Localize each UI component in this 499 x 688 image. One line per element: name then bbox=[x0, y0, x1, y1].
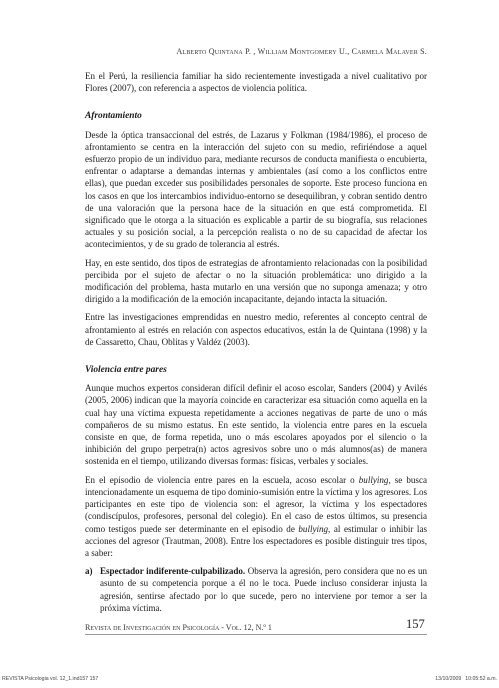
term-bullying: bullying bbox=[298, 523, 329, 534]
paragraph-afrontamiento-2: Hay, en este sentido, dos tipos de estrategias de afrontamiento relacionadas con la posibilidad percibida por el sujeto de afectar o no la situación problemática: uno dirigido a la modificación del problema, hasta mutarlo en una versión que no suponga amenaza; y otro dirigido a la modificación de la emoción incapacitante, dejando intacta la situación. bbox=[85, 257, 427, 305]
paragraph-afrontamiento-3: Entre las investigaciones emprendidas en nuestro medio, referentes al concepto central de afrontamiento al estrés en relación con aspectos educativos, están la de Quintana (1998) y la de Cassaretto, Chau, Oblitas y Valdéz (2003). bbox=[85, 312, 427, 347]
slug-time: 10:05:52 a.m. bbox=[465, 676, 497, 682]
footer-divider bbox=[85, 634, 427, 635]
section-heading-violencia: Violencia entre pares bbox=[85, 365, 167, 376]
page-number: 157 bbox=[406, 617, 425, 631]
paragraph-afrontamiento-1: Desde la óptica transaccional del estrés, de Lazarus y Folkman (1984/1986), el proceso de afrontamiento se centra en la interacción del sujeto con su medio, refiriéndose a aquel esfuerzo propio de un individuo para, mediante recursos de conducta manifiesta o encubierta, enfrentar o adaptarse a demandas internas y ambientales (así como a los conflictos entre ellas), que puedan exceder sus posibilidades personales de soporte. Este proceso funciona en los casos en que los intercambios individuo-entorno se desequilibran, y cobran sentido dentro de una valoración que la persona hace de la situación en que está comprometida. El significado que le otorga a la situación es explicable a partir de su biografía, sus relaciones actuales y su posición social, a la percepción realista o no de su capacidad de afectar los acontecimientos, y de su grado de tolerancia al estrés. bbox=[85, 129, 427, 250]
term-bullying: bullying bbox=[358, 474, 389, 485]
paragraph-violencia-2-part-a: En el episodio de violencia entre pares en la escuela, acoso escolar o bbox=[85, 474, 359, 485]
paragraph-violencia-1: Aunque muchos expertos consideran difícil definir el acoso escolar, Sanders (2004) y Avilés (2005, 2006) indican que la mayoría coincide en caracterizar esa situación como aquella en la cual hay una víctima expuesta repetidamente a acciones negativas de parte de uno o más compañeros de su mismo estatus. En este sentido, la violencia entre pares en la escuela consiste en que, de forma repetida, uno o más escolares apoyados por el silencio o la inhibición del grupo perpetra(n) actos agresivos sobre uno o más alumnos(as) de manera sostenida en el tiempo, utilizando diversas formas: físicas, verbales y sociales. bbox=[85, 383, 427, 467]
slug-timestamp bbox=[431, 676, 497, 682]
section-heading-afrontamiento: Afrontamiento bbox=[85, 111, 142, 122]
paragraph-violencia-2 bbox=[85, 474, 427, 559]
list-item-a bbox=[85, 565, 427, 614]
list-term-a: Espectador indiferente-culpabilizado. bbox=[100, 566, 246, 577]
footer-journal-name: Revista de Investigación en Psicología - Vol. 12, N.º 1 bbox=[85, 623, 272, 632]
list-description-a: Observa la agresión, pero considera que no es un asunto de su competencia porque a él no le toca. Puede incluso considerar injusta la agresión, sentirse afectado por lo que sucede, pero no interviene por temor a ser la próxima víctima. bbox=[100, 566, 427, 613]
paragraph-violencia-2-part-b: , se busca intencionadamente un esquema de tipo dominio-sumisión entre la víctima y los agresores. Los participantes en este tipo de violencia son: el agresor, la víctima y los espectadores (condiscípulos, profesores, personal del colegio). En el caso de estos últimos, su presencia como testigos puede ser determinante en el episodio de bbox=[85, 474, 427, 534]
paragraph-intro: En el Perú, la resiliencia familiar ha sido recientemente investigada a nivel cualitativo por Flores (2007), con referencia a aspectos de violencia política. bbox=[85, 71, 427, 94]
running-head-authors: Alberto Quintana P. , William Montgomery U., Carmela Malaver S. bbox=[176, 47, 427, 56]
slug-file-name: REVISTA Psicologia vol. 12_1.ind157 157 bbox=[2, 676, 99, 682]
paragraph-violencia-2-part-c: , al estimular o inhibir las acciones del agresor (Trautman, 2008). Entre los espectadores es posible distinguir tres tipos, a saber: bbox=[85, 523, 427, 558]
slug-date: 13/10/2009 bbox=[435, 676, 462, 682]
list-text-a bbox=[100, 565, 427, 614]
list-label-a: a) bbox=[85, 566, 93, 577]
article-body bbox=[85, 70, 427, 614]
